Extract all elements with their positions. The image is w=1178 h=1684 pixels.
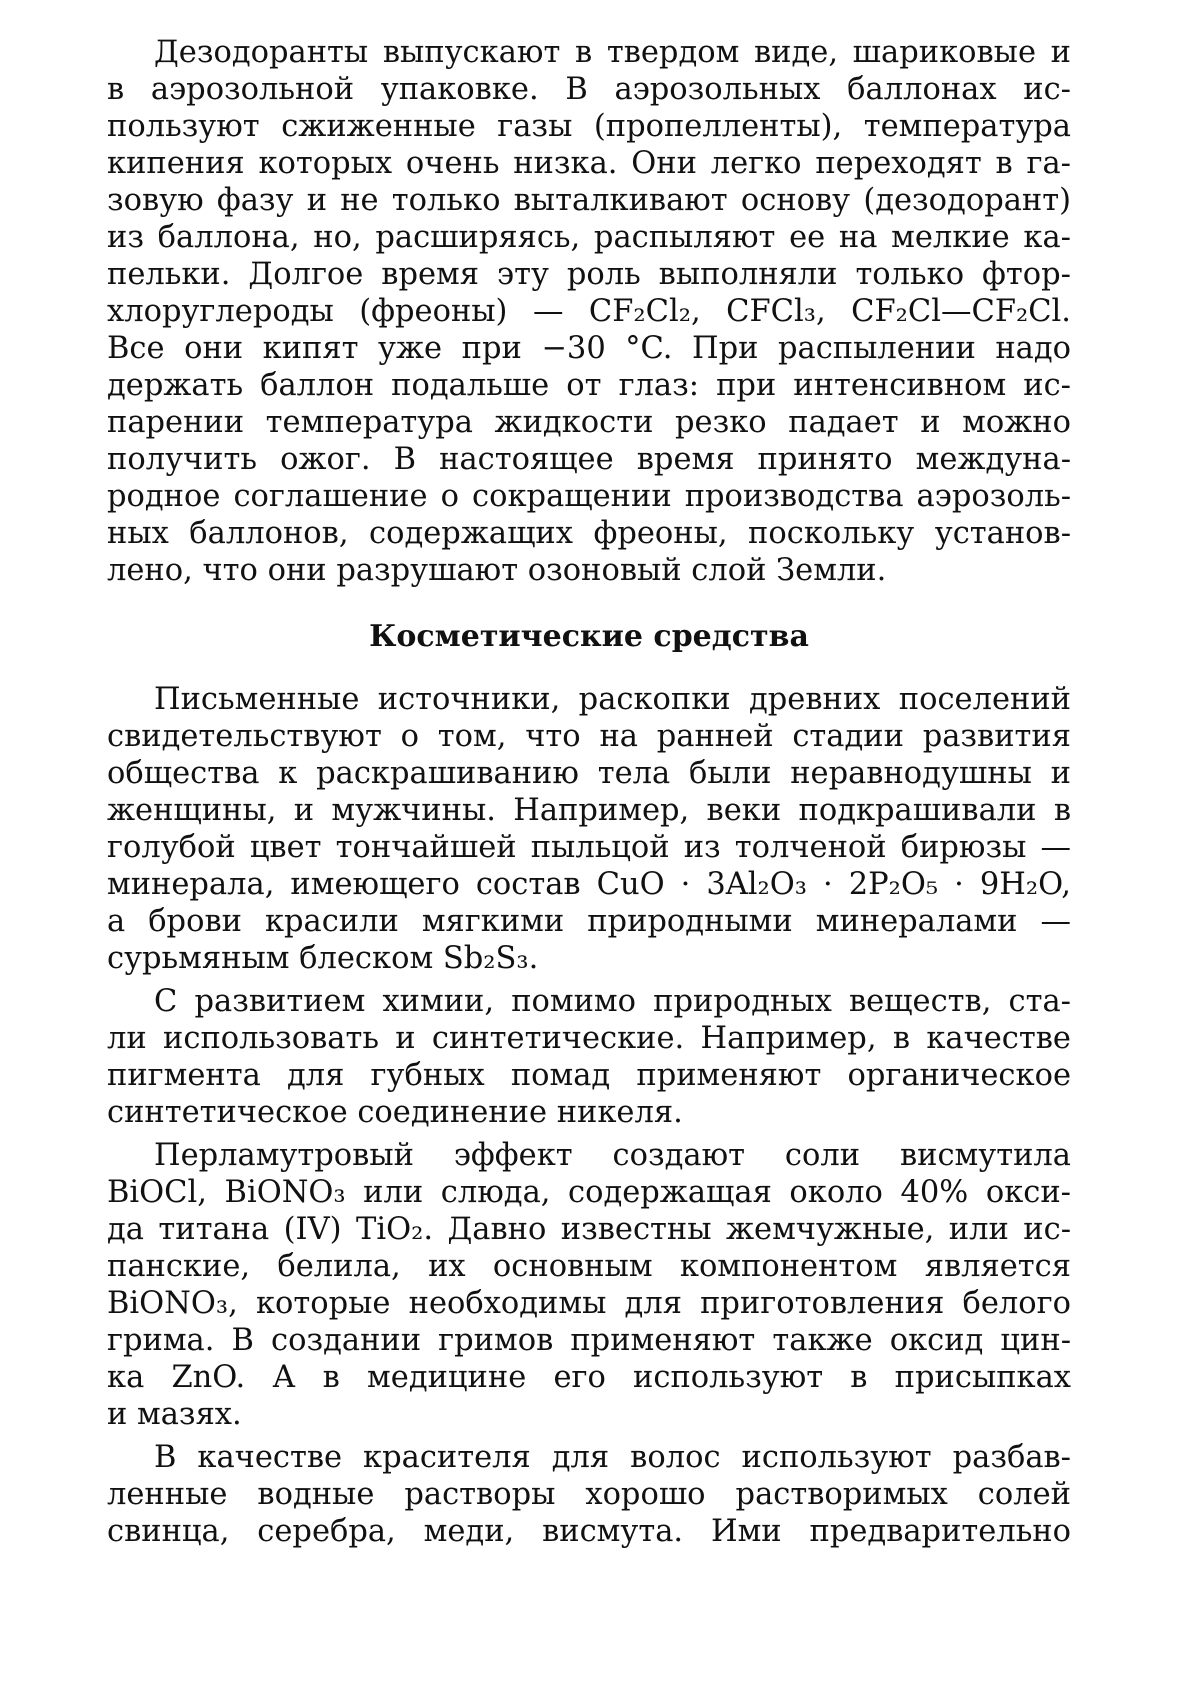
text-line: Дезодоранты выпускают в твердом виде, шариковые и: [154, 35, 1071, 70]
text-line: пельки. Долгое время эту роль выполняли только фтор-: [107, 257, 1071, 292]
text-line: С развитием химии, помимо природных веществ, ста-: [154, 984, 1071, 1019]
text-line: ли использовать и синтетические. Например, в качестве: [107, 1021, 1071, 1056]
text-line: родное соглашение о сокращении производства аэрозоль-: [107, 479, 1071, 514]
document-page: [107, 34, 1071, 1550]
text-line: Перламутровый эффект создают соли висмутила: [154, 1138, 1071, 1173]
text-line: в аэрозольной упаковке. В аэрозольных баллонах ис-: [107, 72, 1071, 107]
text-line: кипения которых очень низка. Они легко переходят в га-: [107, 146, 1071, 181]
text-line: панские, белила, их основным компонентом является: [107, 1249, 1071, 1284]
text-line: пользуют сжиженные газы (пропелленты), температура: [107, 109, 1071, 144]
text-line: лено, что они разрушают озоновый слой Земли.: [107, 553, 887, 588]
paragraph-ancient-cosmetics: [107, 681, 1071, 977]
text-line: женщины, и мужчины. Например, веки подкрашивали в: [107, 793, 1071, 828]
text-line: синтетическое соединение никеля.: [107, 1095, 683, 1130]
paragraph-deodorants: [107, 34, 1071, 589]
text-line: а брови красили мягкими природными минералами —: [107, 904, 1071, 939]
text-line: грима. В создании гримов применяют также оксид цин-: [107, 1323, 1071, 1358]
text-line: минерала, имеющего состав CuO · 3Al₂O₃ · 2P₂O₅ · 9H₂O,: [107, 867, 1071, 902]
text-line: свинца, серебра, меди, висмута. Ими предварительно: [107, 1514, 1071, 1549]
text-line: Письменные источники, раскопки древних поселений: [154, 682, 1071, 717]
text-line: ка ZnO. А в медицине его используют в присыпках: [107, 1360, 1071, 1395]
text-line: общества к раскрашиванию тела были неравнодушны и: [107, 756, 1071, 791]
paragraph-hair-dye: [107, 1439, 1071, 1550]
text-line: да титана (IV) TiO₂. Давно известны жемчужные, или ис-: [107, 1212, 1071, 1247]
text-line: держать баллон подальше от глаз: при интенсивном ис-: [107, 368, 1071, 403]
section-heading: Косметические средства: [369, 619, 809, 654]
text-line: свидетельствуют о том, что на ранней стадии развития: [107, 719, 1071, 754]
text-line: ных баллонов, содержащих фреоны, поскольку установ-: [107, 516, 1071, 551]
text-line: и мазях.: [107, 1397, 242, 1432]
text-line: хлоруглероды (фреоны) — CF₂Cl₂, CFCl₃, CF₂Cl—CF₂Cl.: [107, 294, 1071, 329]
text-line: BiOCl, BiONO₃ или слюда, содержащая около 40% окси-: [107, 1175, 1071, 1210]
text-line: голубой цвет тончайшей пыльцой из толченой бирюзы —: [107, 830, 1071, 865]
text-line: В качестве красителя для волос используют разбав-: [154, 1440, 1071, 1475]
text-line: зовую фазу и не только выталкивают основу (дезодорант): [107, 183, 1071, 218]
paragraph-pearl-effect: [107, 1137, 1071, 1433]
text-line: получить ожог. В настоящее время принято междуна-: [107, 442, 1071, 477]
text-line: BiONO₃, которые необходимы для приготовления белого: [107, 1286, 1071, 1321]
text-line: из баллона, но, расширяясь, распыляют ее на мелкие ка-: [107, 220, 1071, 255]
text-line: Все они кипят уже при −30 °C. При распылении надо: [107, 331, 1071, 366]
paragraph-synthetic: [107, 983, 1071, 1131]
text-line: парении температура жидкости резко падает и можно: [107, 405, 1071, 440]
text-line: пигмента для губных помад применяют органическое: [107, 1058, 1071, 1093]
text-line: ленные водные растворы хорошо растворимых солей: [107, 1477, 1071, 1512]
text-line: сурьмяным блеском Sb₂S₃.: [107, 941, 539, 976]
